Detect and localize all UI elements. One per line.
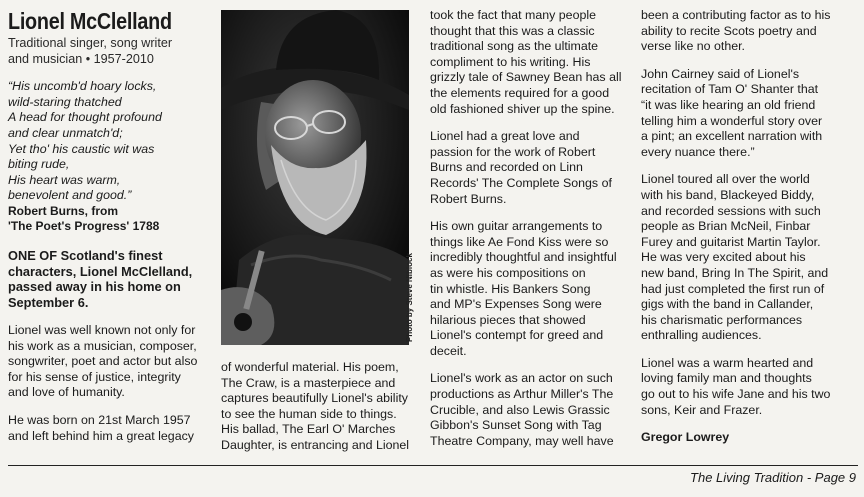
body-paragraph — [430, 8, 628, 117]
body-line: with his band, Blackeyed Biddy, — [641, 187, 815, 202]
body-line: go out to his wife Jane and his two — [641, 387, 831, 402]
body-line: Theatre Company, may well have — [430, 433, 614, 448]
column-4 — [641, 8, 859, 446]
body-line: the elements required for a good — [430, 85, 610, 100]
poem-credit — [8, 204, 208, 235]
poem-quote — [8, 79, 208, 204]
subtitle-line: Traditional singer, song writer — [8, 36, 173, 50]
body-paragraph — [430, 371, 628, 449]
body-line: Lionel was well known not only for — [8, 322, 196, 337]
body-line: His ballad, The Earl O' Marches — [221, 422, 396, 437]
body-paragraph — [641, 172, 859, 344]
body-line: Lionel's work as an actor on such — [430, 371, 613, 386]
body-line: incredibly thoughtful and insightful — [430, 250, 617, 265]
poem-credit-line: Robert Burns, from — [8, 203, 119, 218]
body-line: traditional song as the ultimate — [430, 39, 599, 54]
body-line: “it was like hearing an old friend — [641, 97, 816, 112]
body-line: and left behind him a great legacy — [8, 428, 194, 443]
body-line: enthralling audiences. — [641, 328, 762, 343]
body-line: for his sense of justice, integrity — [8, 369, 181, 384]
body-line: thought that this was a classic — [430, 23, 595, 38]
article-title: Lionel McClelland — [8, 8, 172, 34]
body-line: songwriter, poet and actor but also — [8, 354, 198, 369]
body-paragraph — [641, 356, 859, 418]
body-line: and love of humanity. — [8, 385, 125, 400]
body-line: tin whistle. His Bankers Song — [430, 281, 591, 296]
body-line: Daughter, is entrancing and Lionel — [221, 437, 410, 452]
body-paragraph — [641, 67, 859, 161]
poem-line: His heart was warm, — [8, 172, 121, 187]
body-line: and MP's Expenses Song were — [430, 297, 602, 312]
body-line: compliment to his writing. His — [430, 54, 591, 69]
subtitle-line: and musician • 1957-2010 — [8, 51, 154, 66]
lead-line: September 6. — [8, 295, 89, 311]
poem-line: Yet tho' his caustic wit was — [8, 141, 155, 156]
body-line: his charismatic performances — [641, 312, 803, 327]
body-line: hilarious pieces that showed — [430, 312, 586, 327]
body-line: captures beautifully Lionel's ability — [221, 391, 408, 406]
author-byline: Gregor Lowrey — [641, 430, 730, 445]
poem-line: “His uncomb'd hoary locks, — [8, 79, 157, 94]
body-line: The Craw, is a masterpiece and — [221, 375, 396, 390]
body-line: He was born on 21st March 1957 — [8, 412, 191, 427]
photo-credit: Photo by Steve Niblock — [405, 253, 414, 342]
body-line: passion for the work of Robert — [430, 144, 596, 159]
body-line: Lionel had a great love and — [430, 129, 580, 144]
body-line: a pint; an excellent narration with — [641, 129, 823, 144]
lead-line: ONE OF Scotland's finest — [8, 247, 163, 263]
poem-line: and clear unmatch'd; — [8, 125, 123, 140]
poem-line: biting rude, — [8, 157, 70, 172]
column-3 — [430, 8, 628, 461]
poem-credit-line: 'The Poet's Progress' 1788 — [8, 219, 160, 234]
body-paragraph — [430, 219, 628, 359]
body-line: He was very excited about his — [641, 250, 806, 265]
page-footer: The Living Tradition - Page 9 — [690, 470, 856, 485]
body-line: loving family man and thoughts — [641, 371, 812, 386]
body-line: Burns and recorded on Linn — [430, 160, 583, 175]
body-line: and recorded sessions with such — [641, 203, 821, 218]
lead-line: passed away in his home on — [8, 279, 181, 295]
body-line: recitation of Tam O' Shanter that — [641, 82, 819, 97]
body-line: verse like no other. — [641, 39, 746, 54]
body-line: Crucible, and also Lewis Grassic — [430, 402, 610, 417]
body-line: productions as Arthur Miller's The — [430, 387, 614, 402]
body-line: Lionel toured all over the world — [641, 172, 810, 187]
body-line: every nuance there.” — [641, 144, 755, 159]
body-line: people as Brian McNeil, Finbar — [641, 219, 811, 234]
body-line: Records' The Complete Songs of — [430, 175, 612, 190]
column-2 — [221, 360, 417, 466]
body-line: took the fact that many people — [430, 8, 597, 22]
portrait-photo — [221, 10, 409, 345]
body-line: as were his compositions on — [430, 265, 586, 280]
body-line: of wonderful material. His poem, — [221, 360, 399, 374]
body-line: his work as a musician, composer, — [8, 338, 197, 353]
body-line: gigs with the band in Callander, — [641, 297, 814, 312]
body-line: Lionel's contempt for greed and — [430, 328, 604, 343]
poem-line: wild-staring thatched — [8, 94, 122, 109]
article-subtitle — [8, 36, 208, 67]
lead-line: characters, Lionel McClelland, — [8, 263, 193, 279]
body-line: sons, Keir and Frazer. — [641, 402, 763, 417]
body-line: Robert Burns. — [430, 191, 507, 206]
lead-paragraph — [8, 248, 208, 311]
footer-rule — [8, 465, 858, 466]
body-paragraph — [8, 413, 208, 444]
body-line: new band, Bring In The Spirit, and — [641, 265, 829, 280]
body-line: old fashioned shiver up the spine. — [430, 101, 615, 116]
body-line: telling him a wonderful story over — [641, 113, 823, 128]
body-line: John Cairney said of Lionel's — [641, 66, 800, 81]
body-line: Gibbon's Sunset Song with Tag — [430, 418, 602, 433]
body-line: His own guitar arrangements to — [430, 219, 603, 234]
body-paragraph — [641, 8, 859, 55]
body-line: things like Ae Fond Kiss were so — [430, 234, 609, 249]
body-line: Lionel was a warm hearted and — [641, 355, 814, 370]
poem-line: A head for thought profound — [8, 110, 162, 125]
body-line: deceit. — [430, 343, 467, 358]
body-line: had just completed the first run of — [641, 281, 825, 296]
column-1 — [8, 8, 208, 456]
body-paragraph — [221, 360, 417, 454]
poem-line: benevolent and good.” — [8, 188, 132, 203]
portrait-illustration — [221, 10, 409, 345]
body-paragraph — [8, 323, 208, 401]
body-paragraph — [430, 129, 628, 207]
body-line: to see the human side to things. — [221, 406, 397, 421]
body-line: Furey and guitarist Martin Taylor. — [641, 234, 821, 249]
body-line: grizzly tale of Sawney Bean has all — [430, 70, 622, 85]
body-line: ability to recite Scots poetry and — [641, 23, 817, 38]
body-line: been a contributing factor as to his — [641, 8, 831, 22]
